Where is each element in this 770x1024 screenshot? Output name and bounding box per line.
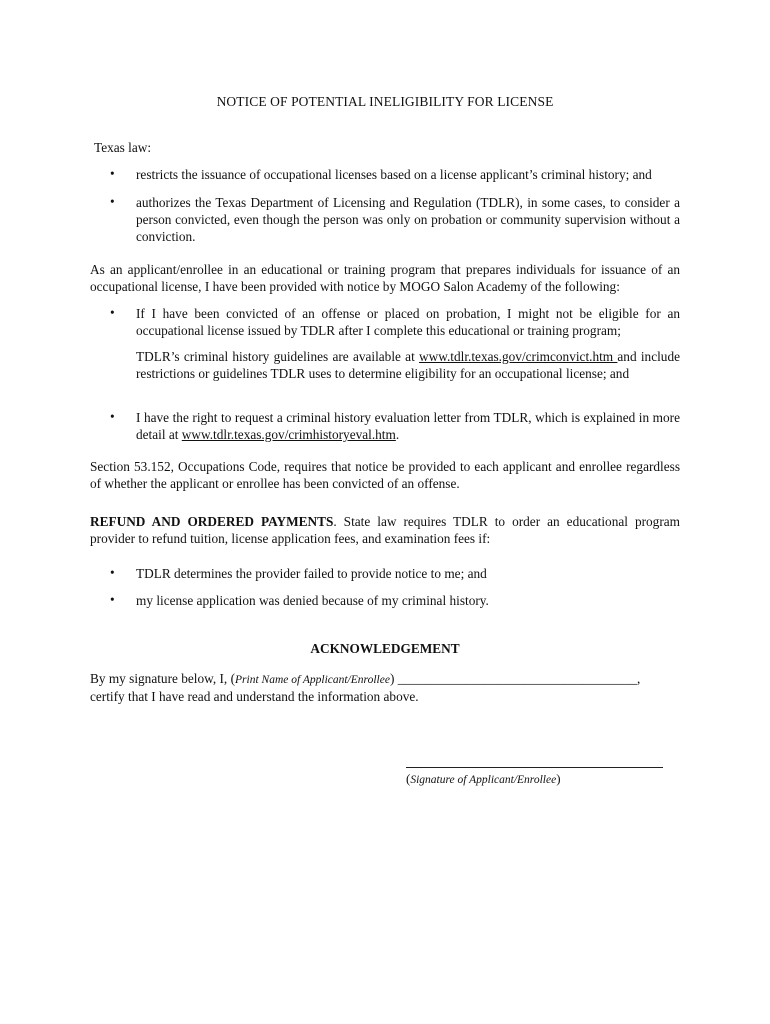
bullet-marker: • — [110, 305, 115, 320]
bullet-marker: • — [110, 565, 115, 580]
applicant-paragraph: As an applicant/enrollee in an educational or training program that prepares individuals for issuance of an occupational license, I have been provided with notice by MOGO Salon Academy of the following: — [90, 262, 680, 294]
notice-bullet-1: If I have been convicted of an offense or placed on probation, I might not be eligible for an occupational license issued by TDLR after I complete this educational or training program; — [136, 306, 680, 338]
notice-bullet-2 — [136, 409, 680, 443]
guidelines-text-post: and include restrictions or guidelines TDLR uses to determine eligibility for an occupational license; and — [136, 349, 680, 381]
law-bullet-2: authorizes the Texas Department of Licensing and Regulation (TDLR), in some cases, to consider a person convicted, even though the person was only on probation or community supervision without a conviction. — [136, 195, 680, 244]
signature-line[interactable] — [406, 767, 663, 768]
section-paragraph: Section 53.152, Occupations Code, requires that notice be provided to each applicant and enrollee regardless of whether the applicant or enrollee has been convicted of an offense. — [90, 459, 680, 491]
signature-label-text: Signature of Applicant/Enrollee — [410, 774, 557, 786]
acknowledgement-line-2: certify that I have read and understand the information above. — [90, 689, 419, 704]
refund-bullet-2: my license application was denied because of my criminal history. — [136, 593, 489, 608]
bullet-marker: • — [110, 166, 115, 181]
crimhistoryeval-link[interactable]: www.tdlr.texas.gov/crimhistoryeval.htm — [181, 427, 396, 442]
law-bullet-1: restricts the issuance of occupational licenses based on a license applicant’s criminal history; and — [136, 167, 652, 182]
refund-text: . State law requires TDLR to order an educational program provider to refund tuition, license application fees, and examination fees if: — [90, 514, 680, 546]
bullet2-text-post: . — [395, 427, 400, 442]
guidelines-paragraph — [136, 348, 680, 382]
refund-bullet-1: TDLR determines the provider failed to provide notice to me; and — [136, 566, 487, 581]
signature-label: (Signature of Applicant/Enrollee) — [406, 771, 561, 786]
crimconvict-link[interactable]: www.tdlr.texas.gov/crimconvict.htm — [419, 349, 618, 364]
bullet-marker: • — [110, 194, 115, 209]
document-title: NOTICE OF POTENTIAL INELIGIBILITY FOR LICENSE — [216, 94, 554, 109]
print-name-label: Print Name of Applicant/Enrollee — [235, 674, 390, 686]
ack-line1-pre: By my signature below, I, ( — [90, 671, 236, 686]
intro-text: Texas law: — [94, 140, 152, 155]
bullet-marker: • — [110, 409, 115, 424]
refund-heading: REFUND AND ORDERED PAYMENTS — [90, 514, 334, 529]
bullet-marker: • — [110, 592, 115, 607]
refund-paragraph — [90, 513, 680, 547]
print-name-field[interactable]: ) ____________________________________, — [389, 671, 641, 686]
acknowledgement-line-1 — [90, 670, 680, 689]
bullet2-text-pre: I have the right to request a criminal history evaluation letter from TDLR, which is explained in more detail at — [136, 410, 680, 442]
guidelines-text-pre: TDLR’s criminal history guidelines are available at — [136, 349, 420, 364]
acknowledgement-heading: ACKNOWLEDGEMENT — [310, 641, 460, 656]
